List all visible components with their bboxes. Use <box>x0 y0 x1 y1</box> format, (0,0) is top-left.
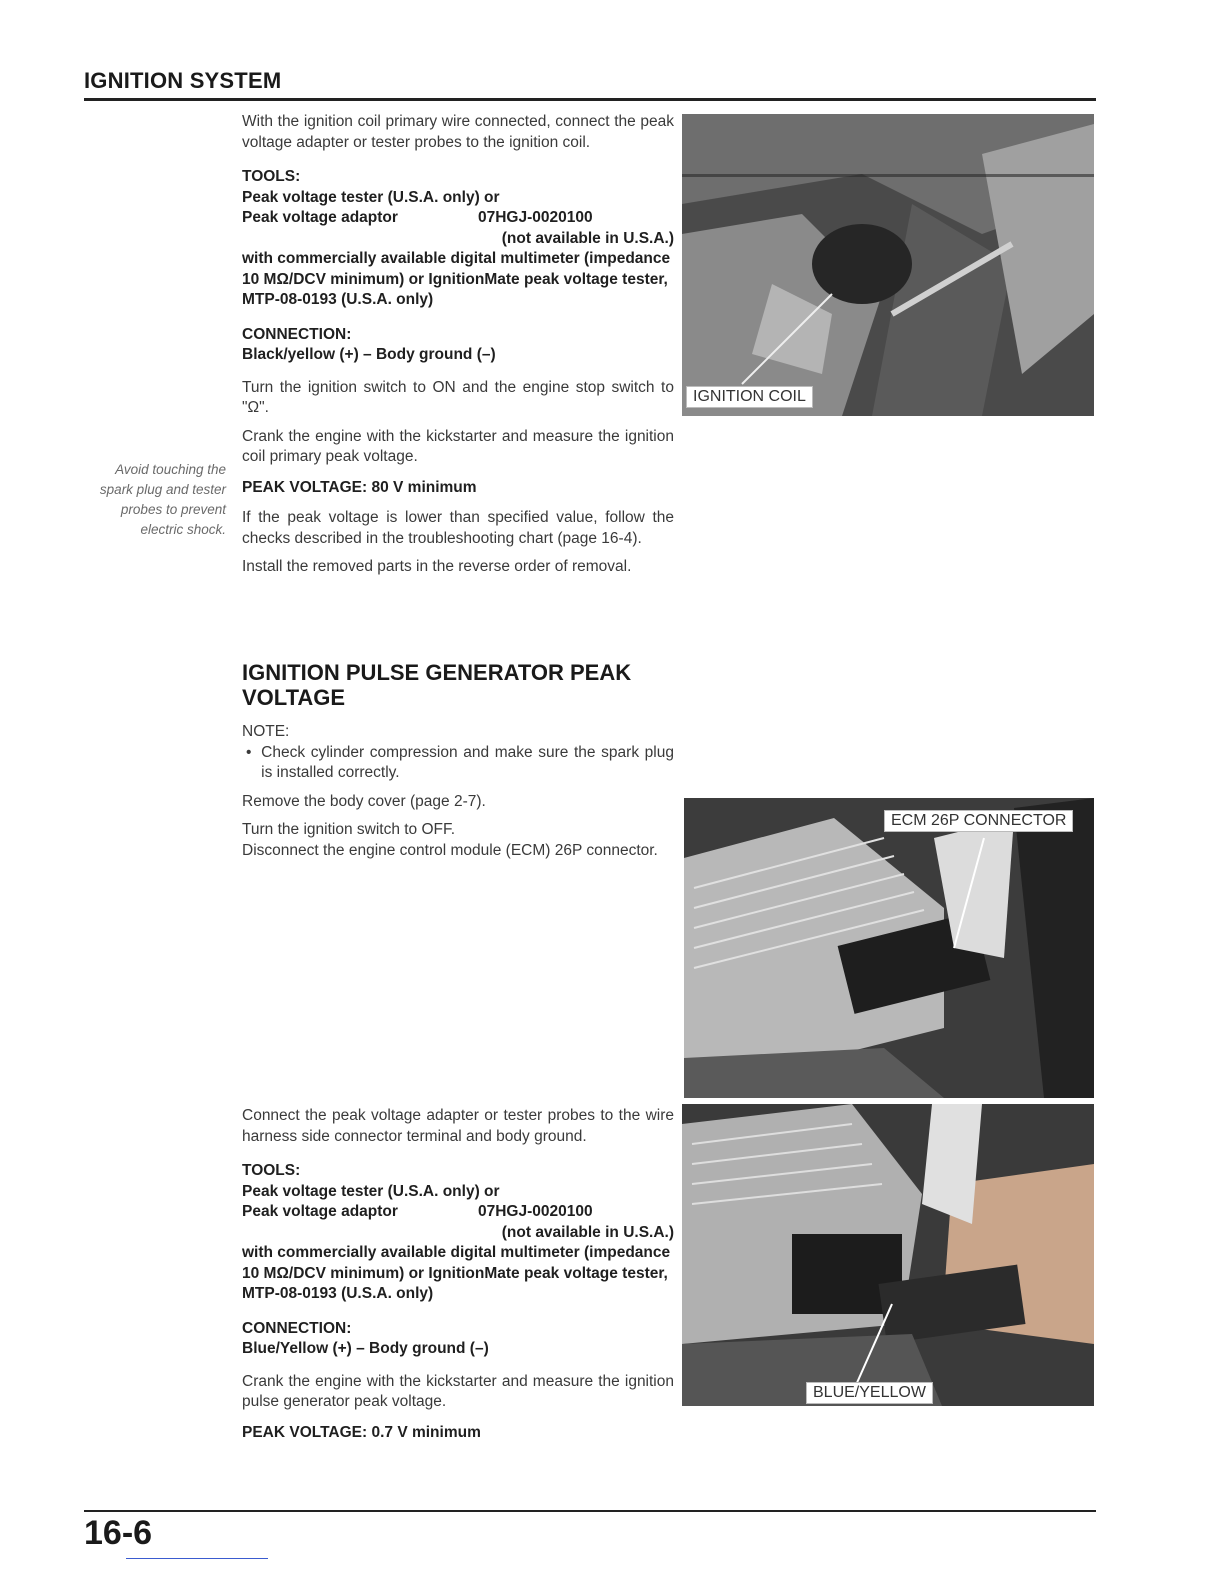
coil-peak-voltage <box>242 478 674 499</box>
pulse-note-bullet: • Check cylinder compression and make sure the spark plug is installed correctly. <box>242 743 674 784</box>
pulse-step-4: Connect the peak voltage adapter or tester probes to the wire harness side connector terminal and body ground. <box>242 1107 674 1145</box>
ecm-connector-label: ECM 26P CONNECTOR <box>884 810 1073 832</box>
coil-peak-label: PEAK VOLTAGE: <box>242 478 368 496</box>
page-header-title: IGNITION SYSTEM <box>84 68 282 93</box>
coil-tool-adaptor-part: 07HGJ-0020100 <box>478 209 593 226</box>
blue-yellow-probe-photo-illustration <box>682 1104 1094 1406</box>
pulse-section-upper <box>242 722 674 861</box>
ignition-coil-photo-illustration <box>682 114 1094 416</box>
coil-tool-line1: Peak voltage tester (U.S.A. only) or <box>242 188 500 206</box>
coil-tool-adaptor-label: Peak voltage adaptor <box>242 209 398 226</box>
pulse-step-2: Turn the ignition switch to OFF. <box>242 821 456 838</box>
coil-connection-value: Black/yellow (+) – Body ground (–) <box>242 346 496 363</box>
coil-step-2: Crank the engine with the kickstarter and measure the ignition coil primary peak voltage. <box>242 427 674 465</box>
pulse-connection-heading: CONNECTION: <box>242 1319 352 1337</box>
header-rule <box>84 98 1096 101</box>
pulse-section-title: IGNITION PULSE GENERATOR PEAK VOLTAGE <box>242 660 632 710</box>
pulse-peak-voltage <box>242 1423 674 1444</box>
hyperlink-underline[interactable] <box>126 1558 268 1559</box>
coil-step-4: Install the removed parts in the reverse order of removal. <box>242 558 632 575</box>
caution-side-note: Avoid touching the spark plug and tester probes to prevent electric shock. <box>99 462 226 537</box>
pulse-tool-line1: Peak voltage tester (U.S.A. only) or <box>242 1182 500 1200</box>
coil-tool-adaptor-note: (not available in U.S.A.) <box>501 229 674 247</box>
coil-tool-line3: with commercially available digital multimeter (impedance 10 MΩ/DCV minimum) or IgnitionMate peak voltage tester, MTP-08-0193 (U.S.A. only) <box>242 250 671 308</box>
pulse-step-1: Remove the body cover (page 2-7). <box>242 792 486 810</box>
page-number: 16-6 <box>84 1514 153 1552</box>
pulse-connection-value: Blue/Yellow (+) – Body ground (–) <box>242 1340 489 1357</box>
coil-tools-heading: TOOLS: <box>242 168 301 185</box>
pulse-tool-line3: with commercially available digital multimeter (impedance 10 MΩ/DCV minimum) or IgnitionMate peak voltage tester, MTP-08-0193 (U.S.A. only) <box>242 1244 671 1302</box>
pulse-tool-adaptor-row <box>242 1202 674 1223</box>
pulse-tool-adaptor-label: Peak voltage adaptor <box>242 1203 398 1220</box>
coil-step-1: Turn the ignition switch to ON and the engine stop switch to "Ω". <box>242 378 674 416</box>
coil-connection-heading: CONNECTION: <box>242 325 352 343</box>
coil-intro: With the ignition coil primary wire connected, connect the peak voltage adapter or tester probes to the ignition coil. <box>242 113 674 151</box>
pulse-tool-adaptor-part: 07HGJ-0020100 <box>478 1203 593 1220</box>
ecm-connector-photo-illustration <box>684 798 1094 1098</box>
pulse-tools-heading: TOOLS: <box>242 1162 301 1179</box>
pulse-section-lower <box>242 1106 674 1443</box>
blue-yellow-probe-photo <box>682 1104 1094 1406</box>
coil-section <box>242 112 674 578</box>
blue-yellow-label: BLUE/YELLOW <box>806 1382 933 1404</box>
pulse-step-5: Crank the engine with the kickstarter and measure the ignition pulse generator peak voltage. <box>242 1372 674 1410</box>
bullet-dot-icon: • <box>246 743 252 761</box>
footer-rule <box>84 1510 1096 1512</box>
pulse-peak-value: 0.7 V minimum <box>371 1423 481 1441</box>
coil-tool-adaptor-row <box>242 208 674 229</box>
pulse-peak-label: PEAK VOLTAGE: <box>242 1423 368 1441</box>
ecm-connector-photo <box>684 798 1094 1098</box>
ignition-coil-photo <box>682 114 1094 416</box>
coil-peak-value: 80 V minimum <box>371 478 477 496</box>
pulse-note-heading: NOTE: <box>242 723 290 740</box>
coil-step-3: If the peak voltage is lower than specified value, follow the checks described in the troubleshooting chart (page 16-4). <box>242 509 674 547</box>
pulse-step-3: Disconnect the engine control module (ECM) 26P connector. <box>242 841 658 859</box>
ignition-coil-label: IGNITION COIL <box>686 386 813 408</box>
pulse-tool-adaptor-note: (not available in U.S.A.) <box>501 1223 674 1241</box>
